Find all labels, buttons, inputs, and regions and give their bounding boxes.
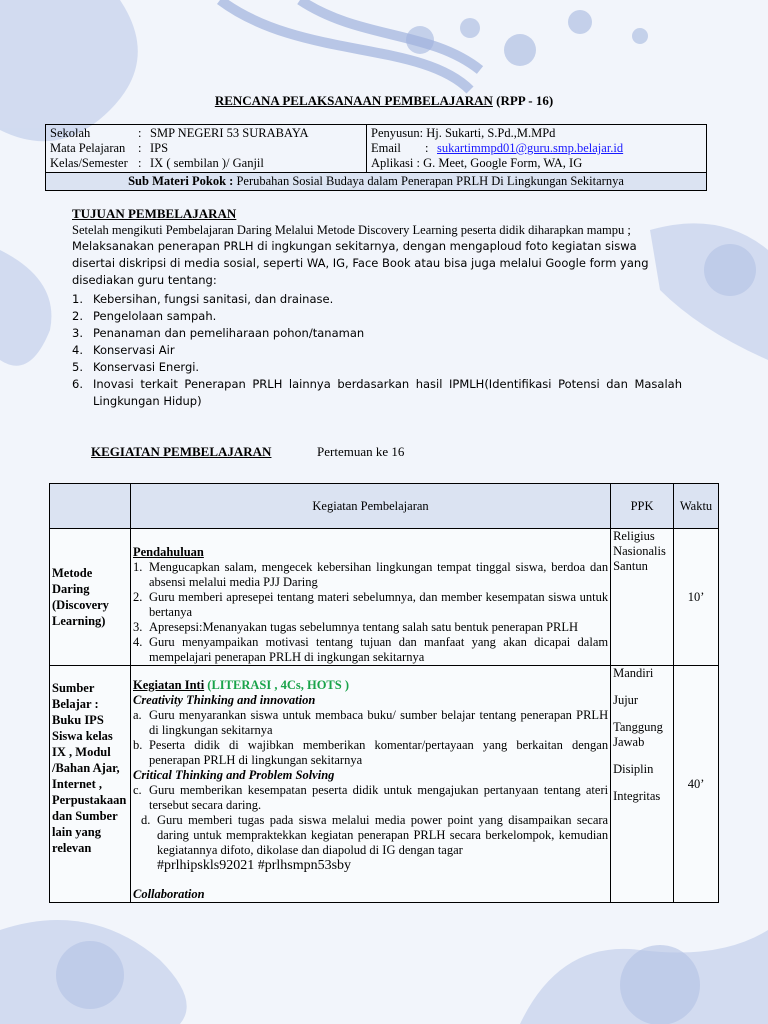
sub-materi	[46, 173, 707, 191]
penyusun-label: Penyusun	[371, 126, 420, 140]
sub-materi-label: Sub Materi Pokok :	[128, 174, 234, 188]
tujuan-intro: Setelah mengikuti Pembelajaran Daring Melalui Metode Discovery Learning peserta didik diharapkan mampu ;	[72, 223, 631, 237]
email-row: Email : sukartimmpd01@guru.smp.belajar.id	[371, 141, 624, 155]
kegiatan-inti-cell	[130, 666, 610, 903]
penyusun-value: Hj. Sukarti, S.Pd.,M.MPd	[426, 126, 556, 140]
list-item: 6. Inovasi terkait Penerapan PRLH lainnya berdasarkan hasil IPMLH(Identifikasi Potensi dan Masalah Lingkungan Hidup)	[72, 377, 682, 408]
inti-tag: (LITERASI , 4Cs, HOTS )	[207, 678, 349, 692]
list-item: b. Peserta didik di wajibkan memberikan komentar/pertayaan yang berkaitan dengan penerapan PRLH di lingkungan sekitarnya	[132, 738, 609, 767]
hashtags: #prlhipskls92021 #prlhsmpn53sby	[156, 858, 352, 873]
critical-subtitle: Critical Thinking and Problem Solving	[132, 768, 335, 782]
ppk-cell-1	[611, 529, 674, 666]
pendahuluan-title: Pendahuluan	[132, 545, 204, 559]
ppk-item: Jujur	[613, 693, 639, 707]
header-ppk: PPK	[611, 484, 674, 529]
sub-materi-value: Perubahan Sosial Budaya dalam Penerapan PRLH Di Lingkungan Sekitarnya	[236, 174, 624, 188]
kelas-label: Kelas/Semester	[50, 156, 128, 170]
list-item: 3. Penanaman dan pemeliharaan pohon/tanaman	[72, 326, 365, 340]
ppk-item: Disiplin	[613, 762, 654, 776]
creativity-subtitle: Creativity Thinking and innovation	[132, 693, 316, 707]
table-row	[50, 529, 719, 666]
list-item: 2. Guru memberi apresepei tentang materi sebelumnya, dan member kesempatan siswa untuk bertanya	[132, 590, 609, 619]
list-item: 4. Guru menyampaikan motivasi tentang tujuan dan manfaat yang akan dicapai dalam mempelajari penerapan PRLH di ingkungan sekitarnya	[132, 635, 609, 664]
pendahuluan-cell	[130, 529, 610, 666]
header-empty	[50, 484, 131, 529]
ppk-cell-2	[611, 666, 674, 903]
kelas-value: IX ( sembilan )/ Ganjil	[150, 156, 264, 170]
list-item: 1. Kebersihan, fungsi sanitasi, dan drainase.	[72, 292, 334, 306]
aplikasi-value: G. Meet, Google Form, WA, IG	[423, 156, 583, 170]
ppk-item: Mandiri	[613, 666, 654, 680]
identity-left	[46, 125, 367, 173]
list-item: d. Guru memberi tugas pada siswa melalui media power point yang disampaikan secara daring untuk mempraktekkan kegiatan penerapan PRLH secara berkelompok, kemudian kegiatannya difoto, dikolase dan diapolud di IG dengan tagar	[140, 813, 609, 857]
ppk-item: Religius	[613, 529, 655, 543]
collaboration-subtitle: Collaboration	[132, 887, 205, 901]
mapel-row: Mata Pelajaran : IPS	[50, 141, 169, 155]
penyusun-row: Penyusun: Hj. Sukarti, S.Pd.,M.MPd	[371, 126, 556, 140]
mapel-value: IPS	[150, 141, 169, 155]
header-kegiatan: Kegiatan Pembelajaran	[130, 484, 610, 529]
mapel-label: Mata Pelajaran	[50, 141, 126, 155]
waktu-cell-1: 10’	[674, 529, 719, 666]
title-code: (RPP - 16)	[496, 93, 554, 108]
list-item: 1. Mengucapkan salam, mengecek kebersihan lingkungan tempat tinggal siswa, berdoa dan absensi melalui media PJJ Daring	[132, 560, 609, 589]
inti-heading	[133, 678, 608, 693]
pertemuan-label: Pertemuan ke 16	[317, 444, 405, 459]
identity-table	[45, 124, 707, 191]
list-item: 2. Pengelolaan sampah.	[72, 309, 217, 323]
activity-table	[49, 483, 719, 903]
tujuan-paragraph: Melaksanakan penerapan PRLH di ingkungan sekitarnya, dengan mengaploud foto kegiatan siswa disertai diskripsi di media sosial, seperti WA, IG, Face Book atau bisa juga melalui Google form yang disediakan guru tentang:	[72, 239, 649, 287]
title-main: RENCANA PELAKSANAAN PEMBELAJARAN	[214, 93, 493, 108]
ppk-item: Santun	[613, 559, 648, 573]
tujuan-section	[72, 206, 682, 410]
list-item: c. Guru memberikan kesempatan peserta didik untuk mengajukan pertanyaan tentang ateri tersebut secara daring.	[132, 783, 609, 812]
kelas-row: Kelas/Semester : IX ( sembilan )/ Ganjil	[50, 156, 264, 170]
kegiatan-heading: KEGIATAN PEMBELAJARAN	[91, 444, 272, 459]
sekolah-value: SMP NEGERI 53 SURABAYA	[150, 126, 309, 140]
metode-cell: Metode Daring (Discovery Learning)	[50, 529, 131, 666]
ppk-item: Nasionalis	[613, 544, 666, 558]
tujuan-heading: TUJUAN PEMBELAJARAN	[72, 206, 237, 221]
list-item: 4. Konservasi Air	[72, 343, 175, 357]
aplikasi-label: Aplikasi	[371, 156, 414, 170]
ppk-item: Tanggung Jawab	[613, 720, 663, 749]
aplikasi-row: Aplikasi : G. Meet, Google Form, WA, IG	[371, 156, 583, 170]
identity-right	[367, 125, 707, 173]
sekolah-label: Sekolah	[50, 126, 91, 140]
list-item: 5. Konservasi Energi.	[72, 360, 200, 374]
list-item: a. Guru menyarankan siswa untuk membaca buku/ sumber belajar tentang penerapan PRLH di lingkungan sekitarnya	[132, 708, 609, 737]
tujuan-list	[72, 291, 682, 410]
sumber-belajar-cell: Sumber Belajar : Buku IPS Siswa kelas IX , Modul /Bahan Ajar, Internet , Perpustakaan dan Sumber lain yang relevan	[50, 666, 131, 903]
email-label: Email	[371, 141, 401, 155]
table-row	[50, 666, 719, 903]
waktu-cell-2: 40’	[674, 666, 719, 903]
inti-title: Kegiatan Inti	[132, 678, 205, 692]
sekolah-row: Sekolah : SMP NEGERI 53 SURABAYA	[50, 126, 309, 140]
header-waktu: Waktu	[674, 484, 719, 529]
kegiatan-heading-block	[91, 444, 405, 460]
email-link[interactable]: sukartimmpd01@guru.smp.belajar.id	[437, 141, 624, 155]
document-title	[0, 93, 768, 109]
list-item: 3. Apresepsi:Menanyakan tugas sebelumnya tentang salah satu bentuk penerapan PRLH	[132, 620, 579, 634]
ppk-item: Integritas	[613, 789, 661, 803]
